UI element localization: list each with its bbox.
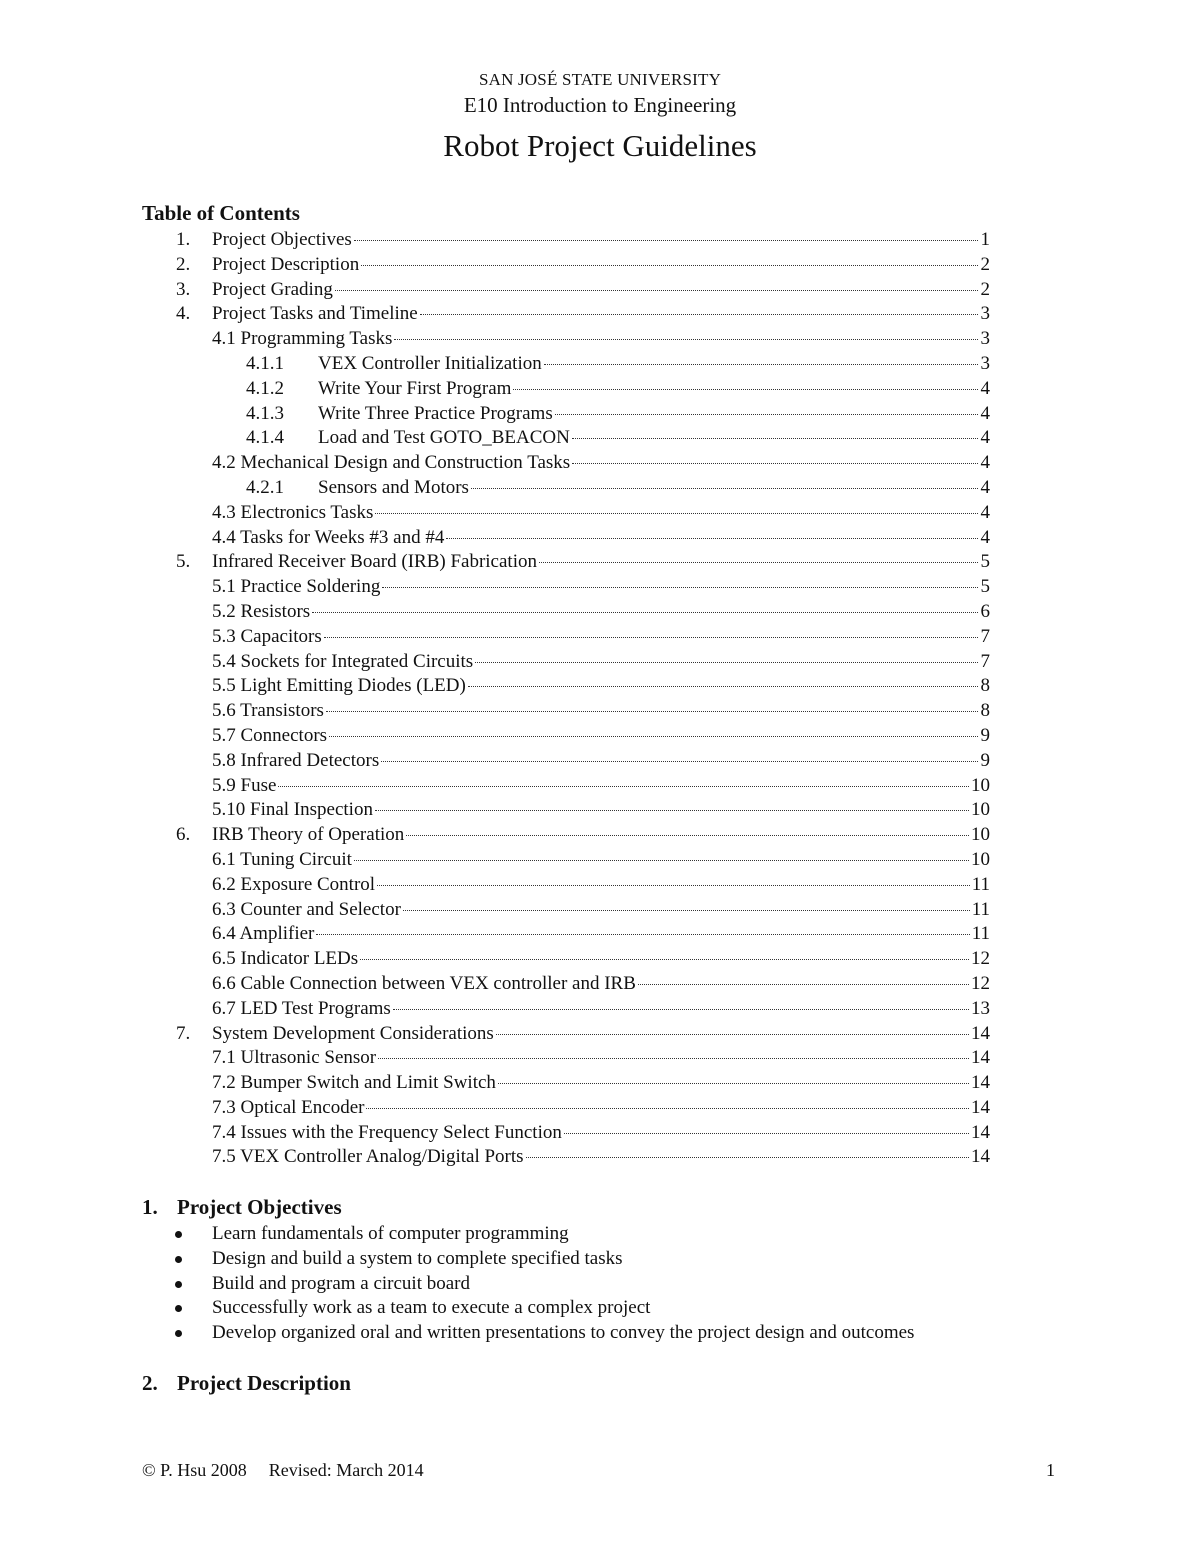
toc-entry[interactable]: [0, 426, 1200, 451]
toc-entry[interactable]: [0, 1096, 1200, 1121]
toc-entry-number: 4.1.3: [246, 402, 284, 424]
toc-entry-page: 2: [980, 253, 990, 275]
toc-entry-page: 2: [980, 278, 990, 300]
list-item-text: Learn fundamentals of computer programming: [212, 1223, 569, 1244]
section-heading-objectives: [142, 1195, 342, 1220]
toc-dot-leader: [382, 586, 978, 588]
toc-dot-leader: [526, 1156, 969, 1158]
toc-dot-leader: [378, 1057, 969, 1059]
toc-entry[interactable]: [0, 922, 1200, 947]
toc-entry-label: 7.5 VEX Controller Analog/Digital Ports: [212, 1146, 524, 1168]
list-item-text: Build and program a circuit board: [212, 1272, 471, 1294]
toc-dot-leader: [354, 239, 978, 241]
toc-entry[interactable]: [0, 823, 1200, 848]
table-of-contents: [0, 228, 1200, 1170]
toc-entry-page: 11: [971, 873, 990, 895]
toc-dot-leader: [539, 561, 978, 563]
toc-entry-page: 13: [971, 997, 990, 1019]
toc-dot-leader: [366, 1107, 969, 1109]
list-item-text: Develop organized oral and written presentations to convey the project design and outcomes: [212, 1322, 915, 1344]
toc-entry-number: 4.1.4: [246, 427, 284, 449]
toc-entry[interactable]: [0, 674, 1200, 699]
toc-entry-page: 14: [971, 1096, 990, 1118]
toc-entry-page: 11: [971, 923, 990, 945]
toc-dot-leader: [326, 710, 978, 712]
toc-dot-leader: [564, 1132, 969, 1134]
footer-page-number: 1: [1046, 1460, 1055, 1480]
toc-entry-number: 5.: [176, 551, 191, 573]
toc-entry-page: 3: [980, 303, 990, 325]
toc-entry[interactable]: [0, 873, 1200, 898]
toc-entry-label: System Development Considerations: [212, 1022, 494, 1044]
toc-entry-page: 14: [971, 1146, 990, 1168]
bullet-icon: [175, 1256, 182, 1263]
bullet-icon: [175, 1281, 182, 1288]
toc-entry-label: 5.6 Transistors: [212, 700, 324, 722]
toc-entry[interactable]: [0, 302, 1200, 327]
toc-entry-page: 8: [980, 675, 990, 697]
toc-entry-page: 7: [980, 650, 990, 672]
toc-entry-label: 7.3 Optical Encoder: [212, 1096, 365, 1118]
toc-entry-number: 3.: [176, 278, 191, 300]
toc-entry-label: 6.1 Tuning Circuit: [212, 848, 352, 870]
toc-entry[interactable]: [0, 1046, 1200, 1071]
toc-dot-leader: [354, 859, 969, 861]
toc-dot-leader: [394, 338, 978, 340]
university-name: SAN JOSÉ STATE UNIVERSITY: [478, 70, 722, 89]
toc-entry[interactable]: [0, 947, 1200, 972]
list-item: [0, 1321, 1200, 1346]
toc-entry[interactable]: [0, 253, 1200, 278]
list-item: [0, 1272, 1200, 1297]
toc-entry-label: 5.9 Fuse: [212, 774, 277, 796]
list-item-text: Design and build a system to complete specified tasks: [212, 1247, 623, 1269]
toc-dot-leader: [446, 537, 978, 539]
toc-dot-leader: [361, 264, 978, 266]
toc-dot-leader: [403, 909, 970, 911]
toc-entry[interactable]: [0, 699, 1200, 724]
toc-entry-page: 1: [980, 229, 990, 250]
toc-dot-leader: [381, 760, 978, 762]
toc-entry-label: 5.4 Sockets for Integrated Circuits: [212, 650, 474, 672]
toc-entry-label: 6.6 Cable Connection between VEX controller and IRB: [212, 972, 636, 994]
toc-entry-page: 14: [971, 1121, 990, 1143]
toc-entry-label: 6.2 Exposure Control: [212, 873, 376, 895]
toc-dot-leader: [471, 487, 978, 489]
toc-entry-number: 1.: [176, 229, 191, 250]
toc-entry[interactable]: [0, 550, 1200, 575]
toc-entry-page: 11: [971, 898, 990, 920]
toc-entry-label: 5.10 Final Inspection: [212, 799, 373, 821]
toc-entry-label: 4.2 Mechanical Design and Construction Tasks: [212, 452, 571, 474]
toc-entry-label: IRB Theory of Operation: [212, 824, 405, 846]
toc-entry[interactable]: [0, 278, 1200, 303]
toc-entry[interactable]: [0, 476, 1200, 501]
toc-entry[interactable]: [0, 1071, 1200, 1096]
toc-entry[interactable]: [0, 1121, 1200, 1146]
toc-entry-label: 5.1 Practice Soldering: [212, 576, 381, 598]
toc-entry-page: 9: [980, 724, 990, 746]
document-title: Robot Project Guidelines: [443, 128, 757, 163]
bullet-icon: [175, 1231, 182, 1238]
bullet-icon: [175, 1305, 182, 1312]
toc-entry-number: 4.: [176, 303, 191, 325]
toc-entry[interactable]: [0, 526, 1200, 551]
toc-entry-label: Project Tasks and Timeline: [212, 303, 418, 325]
toc-dot-leader: [496, 1033, 969, 1035]
toc-entry-label: Sensors and Motors: [318, 476, 469, 498]
toc-entry-label: 6.3 Counter and Selector: [212, 898, 401, 920]
toc-entry-page: 14: [971, 1072, 990, 1094]
list-item: [0, 1222, 1200, 1247]
toc-entry-page: 5: [980, 576, 990, 598]
toc-entry-label: 7.2 Bumper Switch and Limit Switch: [212, 1072, 496, 1094]
objectives-list: [0, 1222, 1200, 1346]
list-item-text: Successfully work as a team to execute a complex project: [212, 1297, 651, 1319]
toc-dot-leader: [316, 933, 969, 935]
toc-entry-label: Load and Test GOTO_BEACON: [318, 427, 570, 449]
toc-entry-page: 14: [971, 1022, 990, 1044]
toc-entry-label: Project Objectives: [212, 229, 352, 250]
toc-entry[interactable]: [0, 600, 1200, 625]
toc-entry-page: 12: [971, 972, 990, 994]
toc-entry-page: 7: [980, 625, 990, 647]
toc-entry-number: 4.1.2: [246, 377, 284, 399]
toc-entry-label: 6.4 Amplifier: [212, 923, 315, 945]
toc-dot-leader: [468, 685, 978, 687]
toc-entry-label: Write Your First Program: [318, 377, 512, 399]
toc-entry-page: 3: [980, 352, 990, 374]
toc-entry-number: 2.: [176, 253, 191, 275]
toc-entry-label: 4.4 Tasks for Weeks #3 and #4: [212, 526, 445, 548]
toc-entry-page: 4: [980, 402, 990, 424]
toc-dot-leader: [324, 636, 978, 638]
toc-dot-leader: [498, 1082, 969, 1084]
toc-entry-label: Write Three Practice Programs: [318, 402, 553, 424]
toc-entry-label: VEX Controller Initialization: [318, 352, 542, 374]
toc-dot-leader: [572, 462, 978, 464]
toc-entry-page: 9: [980, 749, 990, 771]
toc-dot-leader: [360, 958, 969, 960]
footer-copyright: © P. Hsu 2008: [142, 1460, 247, 1480]
toc-dot-leader: [329, 735, 978, 737]
section-number: 1.: [142, 1195, 158, 1219]
toc-entry-label: Project Description: [212, 253, 360, 275]
toc-entry-label: 5.8 Infrared Detectors: [212, 749, 380, 771]
toc-entry[interactable]: [0, 575, 1200, 600]
toc-dot-leader: [406, 834, 969, 836]
toc-entry-label: Project Grading: [212, 278, 333, 300]
toc-dot-leader: [638, 983, 969, 985]
toc-entry-page: 8: [980, 700, 990, 722]
bullet-icon: [175, 1330, 182, 1337]
toc-entry[interactable]: [0, 327, 1200, 352]
toc-dot-leader: [513, 388, 978, 390]
toc-entry-page: 10: [971, 848, 990, 870]
toc-entry-label: 7.4 Issues with the Frequency Select Function: [212, 1121, 562, 1143]
toc-dot-leader: [475, 661, 978, 663]
course-title: E10 Introduction to Engineering: [463, 93, 737, 117]
toc-entry-number: 4.2.1: [246, 476, 284, 498]
toc-entry[interactable]: [0, 972, 1200, 997]
footer-revised: Revised: March 2014: [268, 1460, 424, 1480]
toc-entry-page: 5: [980, 551, 990, 573]
toc-entry[interactable]: [0, 798, 1200, 823]
toc-entry-page: 10: [971, 799, 990, 821]
toc-entry[interactable]: [0, 898, 1200, 923]
toc-entry-label: 6.5 Indicator LEDs: [212, 948, 359, 970]
toc-dot-leader: [335, 289, 978, 291]
toc-entry-page: 6: [980, 600, 990, 622]
toc-entry[interactable]: [0, 1145, 1200, 1170]
toc-entry[interactable]: [0, 997, 1200, 1022]
toc-entry-label: 5.2 Resistors: [212, 600, 311, 622]
toc-dot-leader: [393, 1008, 969, 1010]
toc-entry-page: 4: [980, 427, 990, 449]
toc-entry-page: 3: [980, 328, 990, 350]
toc-entry[interactable]: [0, 749, 1200, 774]
toc-entry-label: 6.7 LED Test Programs: [212, 997, 391, 1019]
toc-entry-label: Infrared Receiver Board (IRB) Fabrication: [212, 551, 537, 573]
toc-dot-leader: [312, 611, 978, 613]
section-title: Project Objectives: [177, 1195, 342, 1219]
toc-entry-label: 4.1 Programming Tasks: [212, 328, 393, 350]
toc-entry-label: 5.3 Capacitors: [212, 625, 322, 647]
toc-entry-label: 4.3 Electronics Tasks: [212, 501, 374, 523]
toc-entry[interactable]: [0, 402, 1200, 427]
toc-entry-page: 4: [980, 452, 990, 474]
toc-entry[interactable]: [0, 377, 1200, 402]
footer-left: [142, 1460, 424, 1481]
section-number: 2.: [142, 1371, 158, 1395]
toc-entry[interactable]: [0, 352, 1200, 377]
toc-dot-leader: [375, 512, 978, 514]
toc-entry-number: 7.: [176, 1022, 191, 1044]
toc-entry[interactable]: [0, 451, 1200, 476]
toc-entry-number: 6.: [176, 824, 191, 846]
toc-entry[interactable]: [0, 848, 1200, 873]
toc-entry-number: 4.1.1: [246, 352, 284, 374]
toc-dot-leader: [375, 809, 969, 811]
toc-dot-leader: [278, 785, 969, 787]
toc-dot-leader: [544, 363, 978, 365]
toc-entry-label: 5.5 Light Emitting Diodes (LED): [212, 675, 466, 697]
toc-entry[interactable]: [0, 724, 1200, 749]
toc-heading: Table of Contents: [142, 201, 300, 225]
toc-dot-leader: [420, 313, 978, 315]
toc-entry[interactable]: [0, 774, 1200, 799]
section-heading-description: [142, 1371, 351, 1396]
toc-dot-leader: [555, 413, 978, 415]
list-item: [0, 1247, 1200, 1272]
toc-entry-page: 4: [980, 501, 990, 523]
toc-entry-page: 12: [971, 948, 990, 970]
toc-entry-label: 7.1 Ultrasonic Sensor: [212, 1047, 377, 1069]
toc-entry-label: 5.7 Connectors: [212, 724, 328, 746]
toc-entry[interactable]: [0, 1022, 1200, 1047]
toc-entry[interactable]: [0, 650, 1200, 675]
toc-entry[interactable]: [0, 625, 1200, 650]
toc-entry[interactable]: [0, 501, 1200, 526]
section-title: Project Description: [177, 1371, 351, 1395]
toc-entry-page: 4: [980, 526, 990, 548]
toc-entry-page: 10: [971, 774, 990, 796]
toc-entry-page: 4: [980, 476, 990, 498]
toc-dot-leader: [572, 437, 978, 439]
toc-entry-page: 14: [971, 1047, 990, 1069]
toc-entry-page: 4: [980, 377, 990, 399]
toc-entry-page: 10: [971, 824, 990, 846]
toc-dot-leader: [377, 884, 970, 886]
toc-entry[interactable]: [0, 228, 1200, 253]
list-item: [0, 1296, 1200, 1321]
